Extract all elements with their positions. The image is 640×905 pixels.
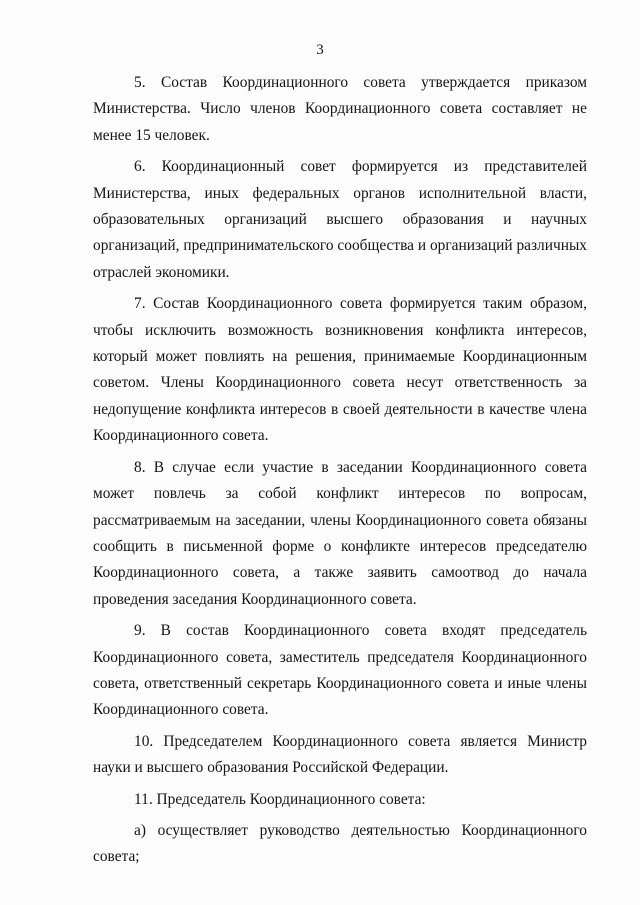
paragraph-10: 10. Председателем Координационного совета является Министр науки и высшего образования Российской Федерации.	[93, 732, 587, 777]
document-body	[93, 70, 587, 876]
paragraph-5: 5. Состав Координационного совета утверждается приказом Министерства. Число членов Координационного совета составляет не менее 15 человек.	[93, 74, 587, 144]
paragraph-11: 11. Председатель Координационного совета:	[134, 790, 426, 808]
paragraph-7: 7. Состав Координационного совета формируется таким образом, чтобы исключить возможность возникновения конфликта интересов, который может повлиять на решения, принимаемые Координационным советом. Члены Координационного совета несут ответственность за недопущение конфликта интересов в своей деятельности в качестве члена Координационного совета.	[93, 295, 587, 445]
paragraph-8: 8. В случае если участие в заседании Координационного совета может повлечь за собой конфликт интересов по вопросам, рассматриваемым на заседании, члены Координационного совета обязаны сообщить в письменной форме о конфликте интересов председателю Координационного совета, а также заявить самоотвод до начала проведения заседания Координационного совета.	[93, 458, 587, 608]
paragraph-9: 9. В состав Координационного совета входят председатель Координационного совета, заместитель председателя Координационного совета, ответственный секретарь Координационного совета и иные члены Координационного совета.	[93, 622, 587, 719]
paragraph-6: 6. Координационный совет формируется из представителей Министерства, иных федеральных органов исполнительной власти, образовательных организаций высшего образования и научных организаций, предпринимательского сообщества и организаций различных отраслей экономики.	[93, 158, 587, 281]
page-number: 3	[316, 42, 324, 58]
paragraph-11a: а) осуществляет руководство деятельностью Координационного совета;	[93, 821, 587, 866]
